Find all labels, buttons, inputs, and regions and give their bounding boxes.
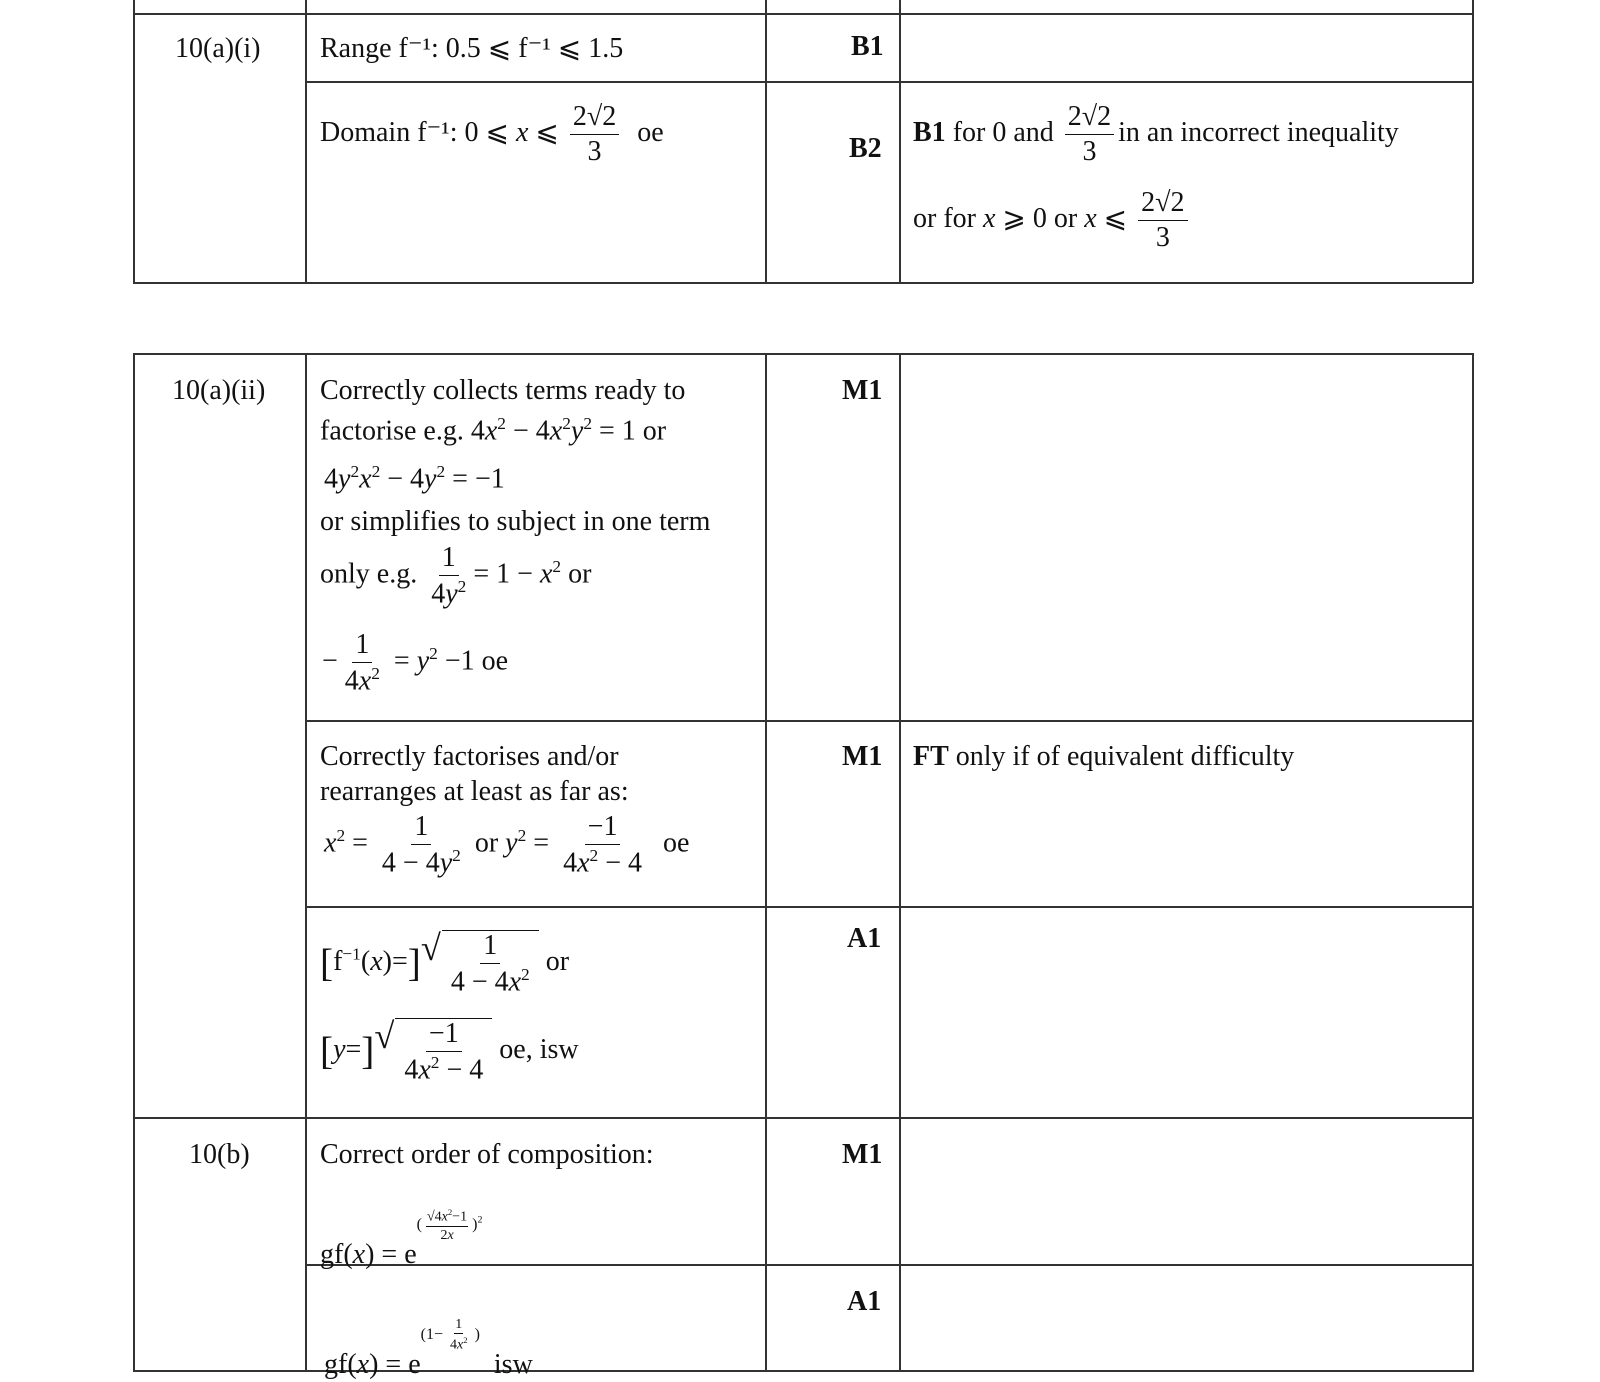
rule — [1472, 353, 1474, 1372]
question-number: 10(b) — [189, 1139, 250, 1170]
mark: M1 — [842, 741, 883, 772]
question-number: 10(a)(ii) — [172, 375, 266, 406]
answer-line: [y=] √ $\frac{-1}{4x^2 - 4}$ oe, isw — [320, 1016, 579, 1086]
rule — [899, 0, 901, 283]
answer-line: Correct order of composition: — [320, 1139, 654, 1170]
rule — [133, 1117, 1473, 1119]
rule — [765, 353, 767, 1372]
rule — [305, 353, 307, 1372]
rule — [133, 13, 1473, 15]
answer-line: $x^2$ = $\frac{1}{4 - 4y^2}$ or $y^2$ = $\frac{-1}{4x^2 - 4}$ oe — [324, 811, 690, 879]
guidance: B1 for 0 and $\frac{2√2}{3}$ in an incorrect inequality — [913, 101, 1399, 168]
mark: A1 — [847, 1286, 882, 1317]
rule — [765, 0, 767, 283]
answer-line: gf(x) = e( $\frac{√4x^2-1}{2x}$ )$^2$ — [320, 1207, 483, 1270]
answer-line: $4y^2x^2 - 4y^2 = -1$ — [324, 462, 505, 495]
rule — [133, 353, 135, 1372]
rule — [133, 0, 135, 283]
rule — [305, 720, 1473, 722]
answer-line: gf(x) = e(1− $\frac{1}{4x^2}$ ) isw — [324, 1317, 533, 1380]
answer-range: Range f⁻¹: 0.5 ⩽ f⁻¹ ⩽ 1.5 — [320, 33, 624, 64]
answer-line: rearranges at least as far as: — [320, 776, 629, 807]
answer-line: Correctly collects terms ready to — [320, 375, 686, 406]
mark: M1 — [842, 375, 883, 406]
question-number: 10(a)(i) — [175, 33, 261, 64]
answer-line: or simplifies to subject in one term — [320, 506, 711, 537]
guidance: or for x ⩾ 0 or x ⩽ $\frac{2√2}{3}$ — [913, 188, 1192, 253]
rule — [305, 81, 1473, 83]
guidance: FT only if of equivalent difficulty — [913, 741, 1295, 772]
rule — [305, 0, 307, 283]
answer-line: factorise e.g. $4x^2 - 4x^2y^2 = 1$ or — [320, 414, 667, 447]
rule — [133, 282, 1473, 284]
mark: B2 — [849, 133, 882, 164]
answer-line: − $\frac{1}{4x^2}$ = $y^2 -1$ oe — [322, 629, 509, 697]
answer-domain: Domain f⁻¹: 0 ⩽ x ⩽ $\frac{2√2}{3}$ oe — [320, 101, 664, 168]
answer-line: Correctly factorises and/or — [320, 741, 619, 772]
rule — [1472, 0, 1474, 283]
mark: M1 — [842, 1139, 883, 1170]
rule — [899, 353, 901, 1372]
mark: B1 — [851, 31, 884, 62]
answer-line: $[f^{-1}(x)=]$ √ $\frac{1}{4 - 4x^2}$ or — [320, 928, 570, 998]
answer-line: only e.g. $\frac{1}{4y^2}$ = $1 - x^2$ or — [320, 542, 592, 610]
rule — [133, 353, 1473, 355]
mark: A1 — [847, 923, 882, 954]
rule — [305, 906, 1473, 908]
